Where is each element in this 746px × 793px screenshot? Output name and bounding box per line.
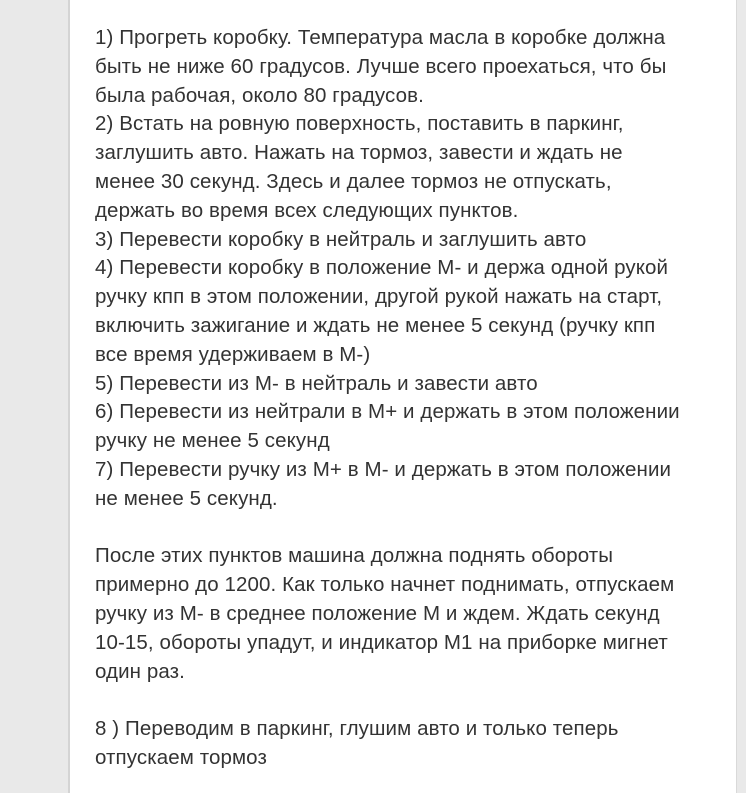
text-line: ручку кпп в этом положении, другой рукой нажать на старт, <box>95 285 663 309</box>
text-line: 10-15, обороты упадут, и индикатор М1 на приборке мигнет <box>95 630 668 654</box>
step-2 <box>95 110 720 225</box>
text-line: все время удерживаем в М-) <box>95 342 371 366</box>
text-line: была рабочая, около 80 градусов. <box>95 83 424 107</box>
step-8 <box>95 715 720 773</box>
paragraph-after <box>95 542 720 686</box>
instructions-text <box>95 24 720 773</box>
text-line: включить зажигание и ждать не менее 5 секунд (ручку кпп <box>95 313 656 337</box>
text-line: 6) Перевести из нейтрали в М+ и держать в этом положении <box>95 400 680 424</box>
text-line: ручку не менее 5 секунд <box>95 429 330 453</box>
text-line: 2) Встать на ровную поверхность, поставить в паркинг, <box>95 112 624 136</box>
step-5 <box>95 370 720 399</box>
step-3 <box>95 226 720 255</box>
step-6 <box>95 398 720 456</box>
text-line: 5) Перевести из М- в нейтраль и завести авто <box>95 371 538 395</box>
step-4 <box>95 254 720 369</box>
paragraph-gap <box>95 686 720 715</box>
text-line: 1) Прогреть коробку. Температура масла в коробке должна <box>95 26 666 49</box>
text-line: держать во время всех следующих пунктов. <box>95 198 519 222</box>
left-margin-divider <box>68 0 70 793</box>
paragraph-gap <box>95 514 720 543</box>
step-7 <box>95 456 720 514</box>
text-line: менее 30 секунд. Здесь и далее тормоз не отпускать, <box>95 169 612 193</box>
text-line: После этих пунктов машина должна поднять обороты <box>95 544 614 568</box>
text-line: отпускаем тормоз <box>95 745 267 769</box>
text-line: 8 ) Переводим в паркинг, глушим авто и только теперь <box>95 717 619 741</box>
left-margin-strip <box>0 0 68 793</box>
text-line: не менее 5 секунд. <box>95 486 278 510</box>
text-line: заглушить авто. Нажать на тормоз, завести и ждать не <box>95 141 623 165</box>
text-line: один раз. <box>95 659 185 683</box>
text-line: 3) Перевести коробку в нейтраль и заглушить авто <box>95 227 587 251</box>
text-line: ручку из М- в среднее положение М и ждем. Ждать секунд <box>95 601 660 625</box>
step-1 <box>95 24 720 110</box>
text-line: 7) Перевести ручку из М+ в М- и держать в этом положении <box>95 457 672 481</box>
text-line: быть не ниже 60 градусов. Лучше всего проехаться, что бы <box>95 54 667 78</box>
text-line: 4) Перевести коробку в положение М- и держа одной рукой <box>95 256 669 280</box>
right-margin-divider <box>736 0 737 793</box>
right-margin-strip <box>737 0 746 793</box>
text-line: примерно до 1200. Как только начнет поднимать, отпускаем <box>95 573 675 597</box>
